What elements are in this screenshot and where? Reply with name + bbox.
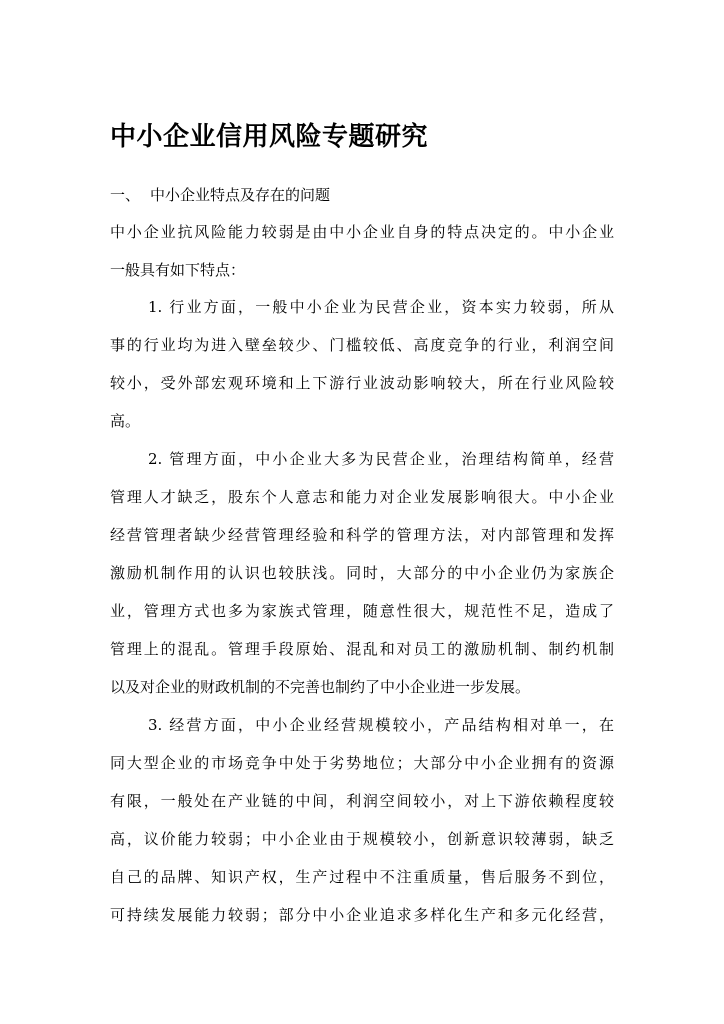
paragraph-line: 事的行业均为进入壁垒较少、门槛较低、高度竞争的行业，利润空间 — [110, 336, 614, 354]
paragraph-line: 有限，一般处在产业链的中间，利润空间较小，对上下游依赖程度较 — [110, 792, 614, 810]
paragraph-line: 可持续发展能力较弱；部分中小企业追求多样化生产和多元化经营， — [110, 906, 614, 924]
paragraph-line: 一般具有如下特点： — [110, 261, 246, 279]
paragraph-line: 2. 管理方面，中小企业大多为民营企业，治理结构简单，经营 — [148, 450, 614, 468]
paragraph-line: 同大型企业的市场竞争中处于劣势地位；大部分中小企业拥有的资源 — [110, 754, 614, 772]
paragraph-line: 管理人才缺乏，股东个人意志和能力对企业发展影响很大。中小企业 — [110, 488, 614, 506]
section-heading — [110, 185, 330, 205]
paragraph-line: 管理上的混乱。管理手段原始、混乱和对员工的激励机制、制约机制 — [110, 640, 614, 658]
paragraph-line: 自己的品牌、知识产权，生产过程中不注重质量，售后服务不到位， — [110, 868, 614, 886]
paragraph-line: 高。 — [110, 412, 141, 430]
section-number: 一、 — [110, 186, 141, 204]
paragraph-line: 中小企业抗风险能力较弱是由中小企业自身的特点决定的。中小企业 — [110, 223, 614, 241]
paragraph-line: 较小，受外部宏观环境和上下游行业波动影响较大，所在行业风险较 — [110, 374, 614, 392]
paragraph-line: 业，管理方式也多为家族式管理，随意性很大，规范性不足，造成了 — [110, 602, 614, 620]
paragraph-line: 以及对企业的财政机制的不完善也制约了中小企业进一步发展。 — [110, 678, 531, 696]
paragraph-line: 高，议价能力较弱；中小企业由于规模较小，创新意识较薄弱，缺乏 — [110, 830, 614, 848]
section-heading-text: 中小企业特点及存在的问题 — [150, 186, 331, 204]
paragraph-line: 3. 经营方面，中小企业经营规模较小，产品结构相对单一，在 — [148, 716, 614, 734]
document-title: 中小企业信用风险专题研究 — [110, 122, 429, 152]
paragraph-line: 激励机制作用的认识也较肤浅。同时，大部分的中小企业仍为家族企 — [110, 564, 614, 582]
paragraph-line: 1. 行业方面，一般中小企业为民营企业，资本实力较弱，所从 — [148, 298, 614, 316]
paragraph-line: 经营管理者缺少经营管理经验和科学的管理方法，对内部管理和发挥 — [110, 526, 614, 544]
